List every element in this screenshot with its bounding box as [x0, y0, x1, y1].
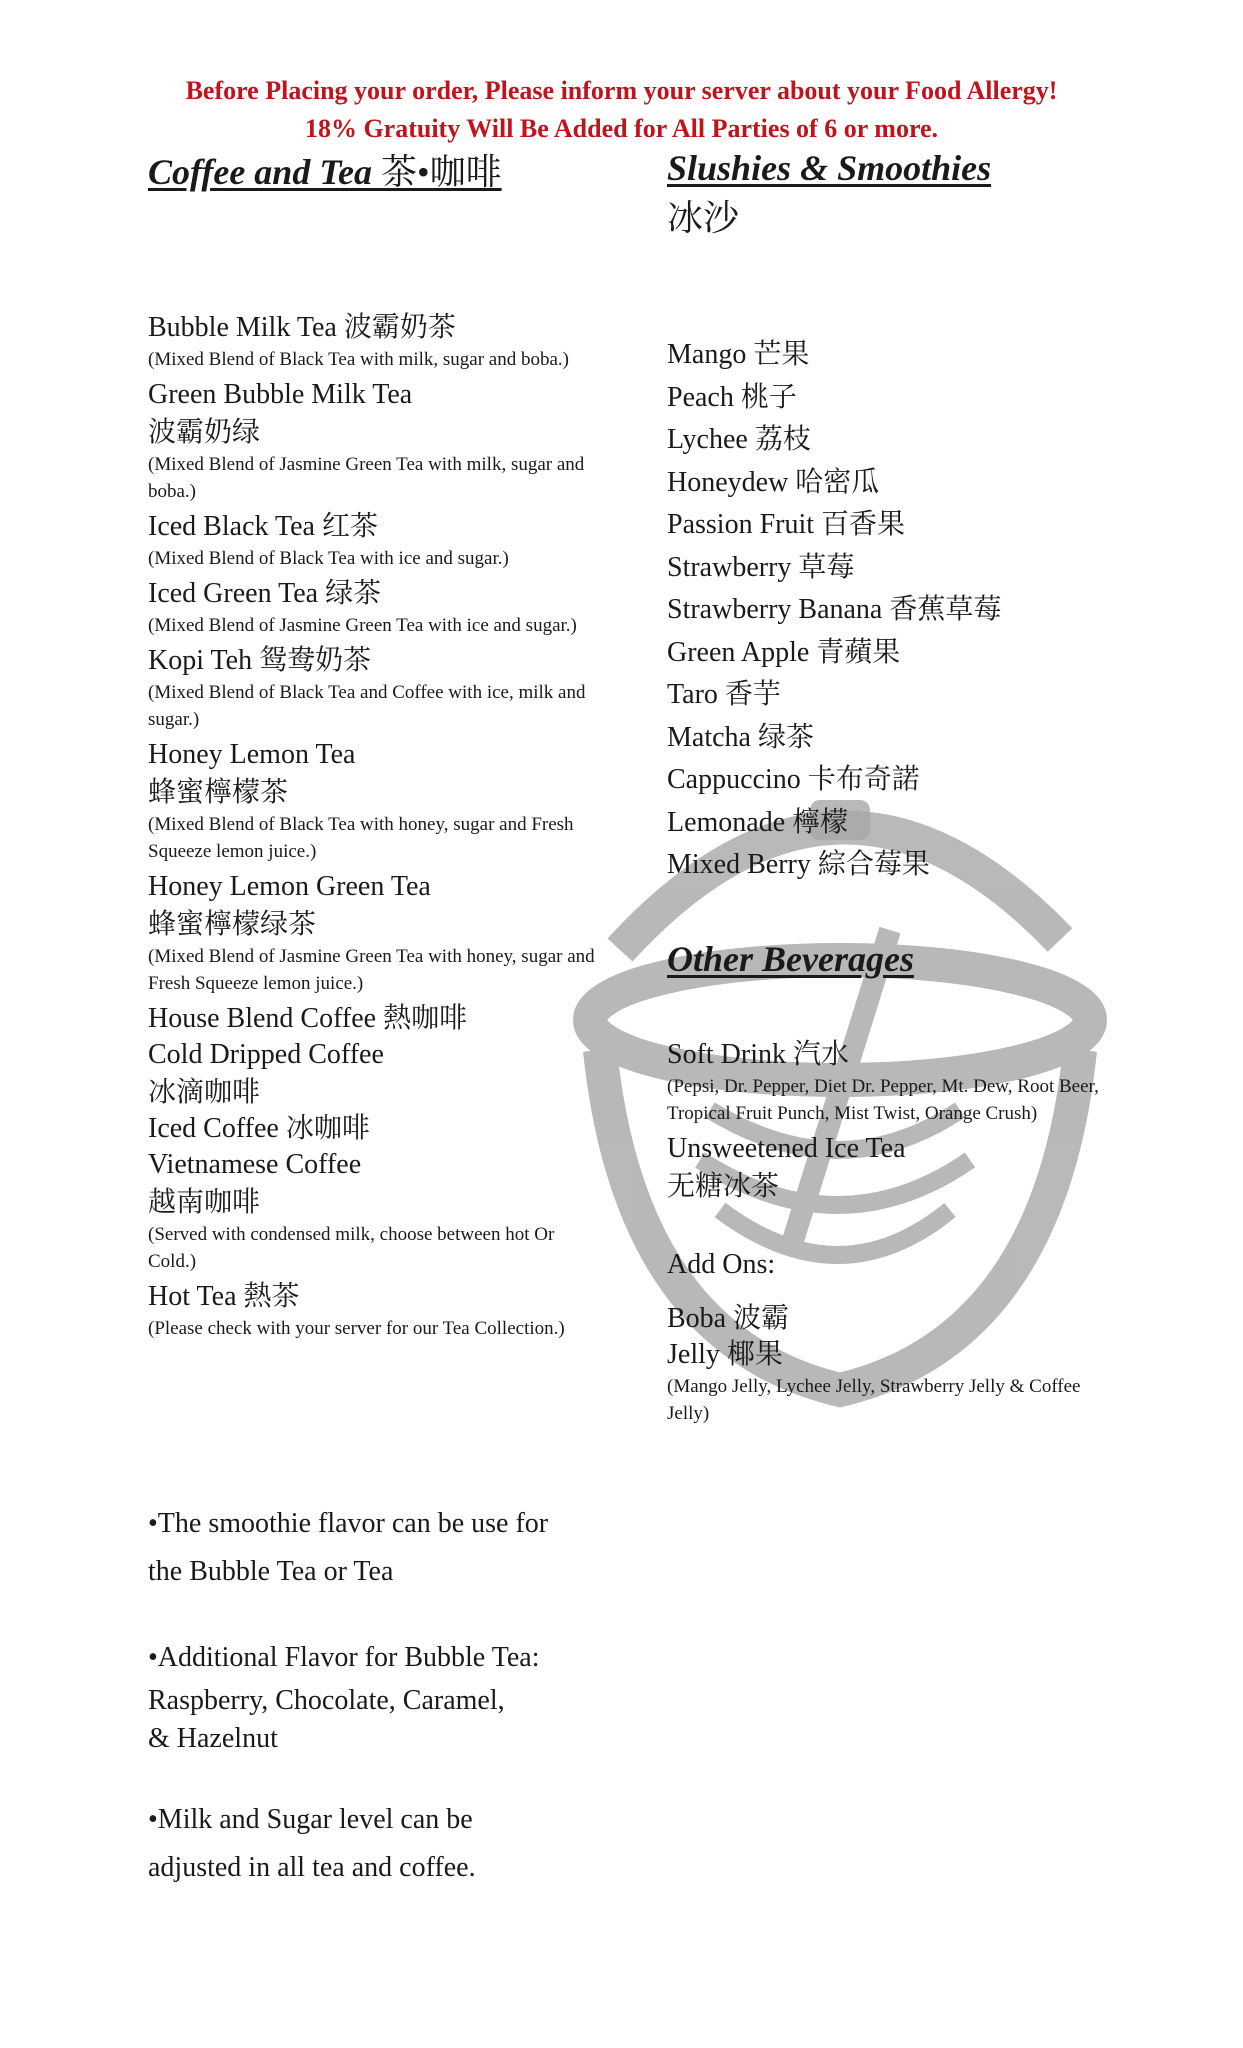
item-name: Vietnamese Coffee — [148, 1149, 362, 1180]
addon-item: Jelly 椰果 — [667, 1338, 783, 1370]
item-name: Bubble Milk Tea 波霸奶茶 — [148, 312, 456, 343]
item-name-cjk: 冰滴咖啡 — [148, 1075, 261, 1108]
other-beverages-list — [667, 1037, 1127, 1205]
list-item: Matcha 绿茶 — [667, 721, 814, 753]
list-item: Strawberry 草莓 — [667, 551, 855, 583]
allergy-notice — [0, 72, 1243, 148]
item-description: (Mixed Blend of Black Tea with milk, sugar and boba.) — [148, 349, 569, 370]
allergy-notice-line: Before Placing your order, Please inform your server about your Food Allergy! — [185, 76, 1058, 105]
slushies-subtitle: 冰沙 — [667, 198, 740, 239]
coffee-tea-title-cjk: 茶•咖啡 — [380, 152, 502, 192]
item-name: Soft Drink 汽水 — [667, 1038, 850, 1070]
item-name: Unsweetened Ice Tea — [667, 1132, 906, 1164]
item-name-cjk: 无糖冰茶 — [667, 1168, 780, 1202]
item-name: Kopi Teh 鸳鸯奶茶 — [148, 645, 372, 676]
note-line: •The smoothie flavor can be use for — [148, 1508, 549, 1539]
other-beverages-title: Other Beverages — [667, 938, 914, 979]
note-line: Raspberry, Chocolate, Caramel, — [148, 1685, 505, 1716]
item-name: Green Bubble Milk Tea — [148, 379, 413, 410]
menu-item — [148, 310, 598, 373]
menu-item — [148, 1147, 598, 1275]
addon-item: Boba 波霸 — [667, 1302, 790, 1334]
menu-item — [148, 1279, 598, 1342]
menu-item — [148, 643, 598, 733]
note-smoothie-flavor — [148, 1500, 608, 1596]
menu-item — [667, 1131, 1127, 1205]
addons-list — [667, 1301, 1127, 1427]
list-item: Passion Fruit 百香果 — [667, 509, 906, 540]
slushies-title: Slushies & Smoothies — [667, 148, 992, 188]
coffee-tea-list — [148, 310, 598, 1342]
menu-item — [148, 576, 598, 639]
addon-description: (Mango Jelly, Lychee Jelly, Strawberry Jelly & Coffee Jelly) — [667, 1375, 1081, 1424]
note-additional-flavor — [148, 1634, 608, 1758]
menu-item — [148, 509, 598, 572]
list-item: Strawberry Banana 香蕉草莓 — [667, 594, 1002, 625]
menu-notes — [148, 1500, 608, 1930]
menu-item — [667, 1037, 1127, 1127]
list-item: Honeydew 哈密瓜 — [667, 466, 880, 498]
list-item: Mango 芒果 — [667, 339, 810, 370]
item-name: Iced Black Tea 红茶 — [148, 511, 378, 542]
list-item: Lemonade 檸檬 — [667, 806, 849, 838]
item-description: (Please check with your server for our Tea Collection.) — [148, 1318, 565, 1339]
list-item: Taro 香芋 — [667, 679, 781, 710]
addons-label: Add Ons: — [667, 1248, 776, 1280]
item-description: (Mixed Blend of Jasmine Green Tea with honey, sugar and Fresh Squeeze lemon juice.) — [148, 946, 595, 994]
item-name-cjk: 波霸奶绿 — [148, 415, 261, 448]
coffee-tea-title-text: Coffee and Tea — [148, 152, 372, 192]
item-name-cjk: 蜂蜜檸檬茶 — [148, 775, 289, 808]
note-line: & Hazelnut — [148, 1723, 278, 1754]
item-name: House Blend Coffee 熱咖啡 — [148, 1003, 468, 1034]
item-name: Iced Green Tea 绿茶 — [148, 578, 382, 609]
list-item: Mixed Berry 綜合莓果 — [667, 849, 930, 880]
list-item: Green Apple 青蘋果 — [667, 636, 901, 668]
menu-item — [148, 1037, 598, 1111]
item-name: Honey Lemon Green Tea — [148, 871, 431, 902]
item-description: (Mixed Blend of Black Tea and Coffee with ice, milk and sugar.) — [148, 682, 586, 730]
menu-item — [148, 1111, 598, 1147]
menu-item — [148, 869, 598, 997]
list-item: Lychee 荔枝 — [667, 424, 811, 455]
note-line: •Additional Flavor for Bubble Tea: — [148, 1642, 540, 1673]
coffee-tea-title — [148, 152, 598, 192]
item-name: Iced Coffee 冰咖啡 — [148, 1113, 370, 1144]
item-description: (Mixed Blend of Black Tea with ice and sugar.) — [148, 548, 509, 569]
gratuity-notice-line: 18% Gratuity Will Be Added for All Parties of 6 or more. — [304, 114, 939, 143]
item-name-cjk: 越南咖啡 — [148, 1185, 261, 1218]
list-item: Peach 桃子 — [667, 381, 797, 413]
slushies-list — [667, 334, 1127, 887]
item-description: (Mixed Blend of Jasmine Green Tea with milk, sugar and boba.) — [148, 454, 585, 502]
menu-item — [148, 1001, 598, 1037]
slushies-section — [667, 148, 1127, 1431]
item-description: (Pepsi, Dr. Pepper, Diet Dr. Pepper, Mt. Dew, Root Beer, Tropical Fruit Punch, Mist Twist, Orange Crush) — [667, 1075, 1099, 1124]
item-name: Honey Lemon Tea — [148, 739, 356, 770]
item-description: (Served with condensed milk, choose between hot Or Cold.) — [148, 1224, 555, 1272]
coffee-tea-section — [148, 152, 598, 1346]
note-milk-sugar — [148, 1796, 608, 1892]
item-description: (Mixed Blend of Jasmine Green Tea with ice and sugar.) — [148, 615, 577, 636]
menu-item — [148, 377, 598, 505]
note-line: •Milk and Sugar level can be — [148, 1804, 473, 1835]
note-line: adjusted in all tea and coffee. — [148, 1852, 476, 1883]
item-name-cjk: 蜂蜜檸檬绿茶 — [148, 907, 317, 940]
list-item: Cappuccino 卡布奇諾 — [667, 764, 920, 795]
item-name: Cold Dripped Coffee — [148, 1039, 384, 1070]
item-description: (Mixed Blend of Black Tea with honey, sugar and Fresh Squeeze lemon juice.) — [148, 814, 574, 862]
note-line: the Bubble Tea or Tea — [148, 1556, 394, 1587]
menu-item — [148, 737, 598, 865]
item-name: Hot Tea 熱茶 — [148, 1281, 300, 1312]
